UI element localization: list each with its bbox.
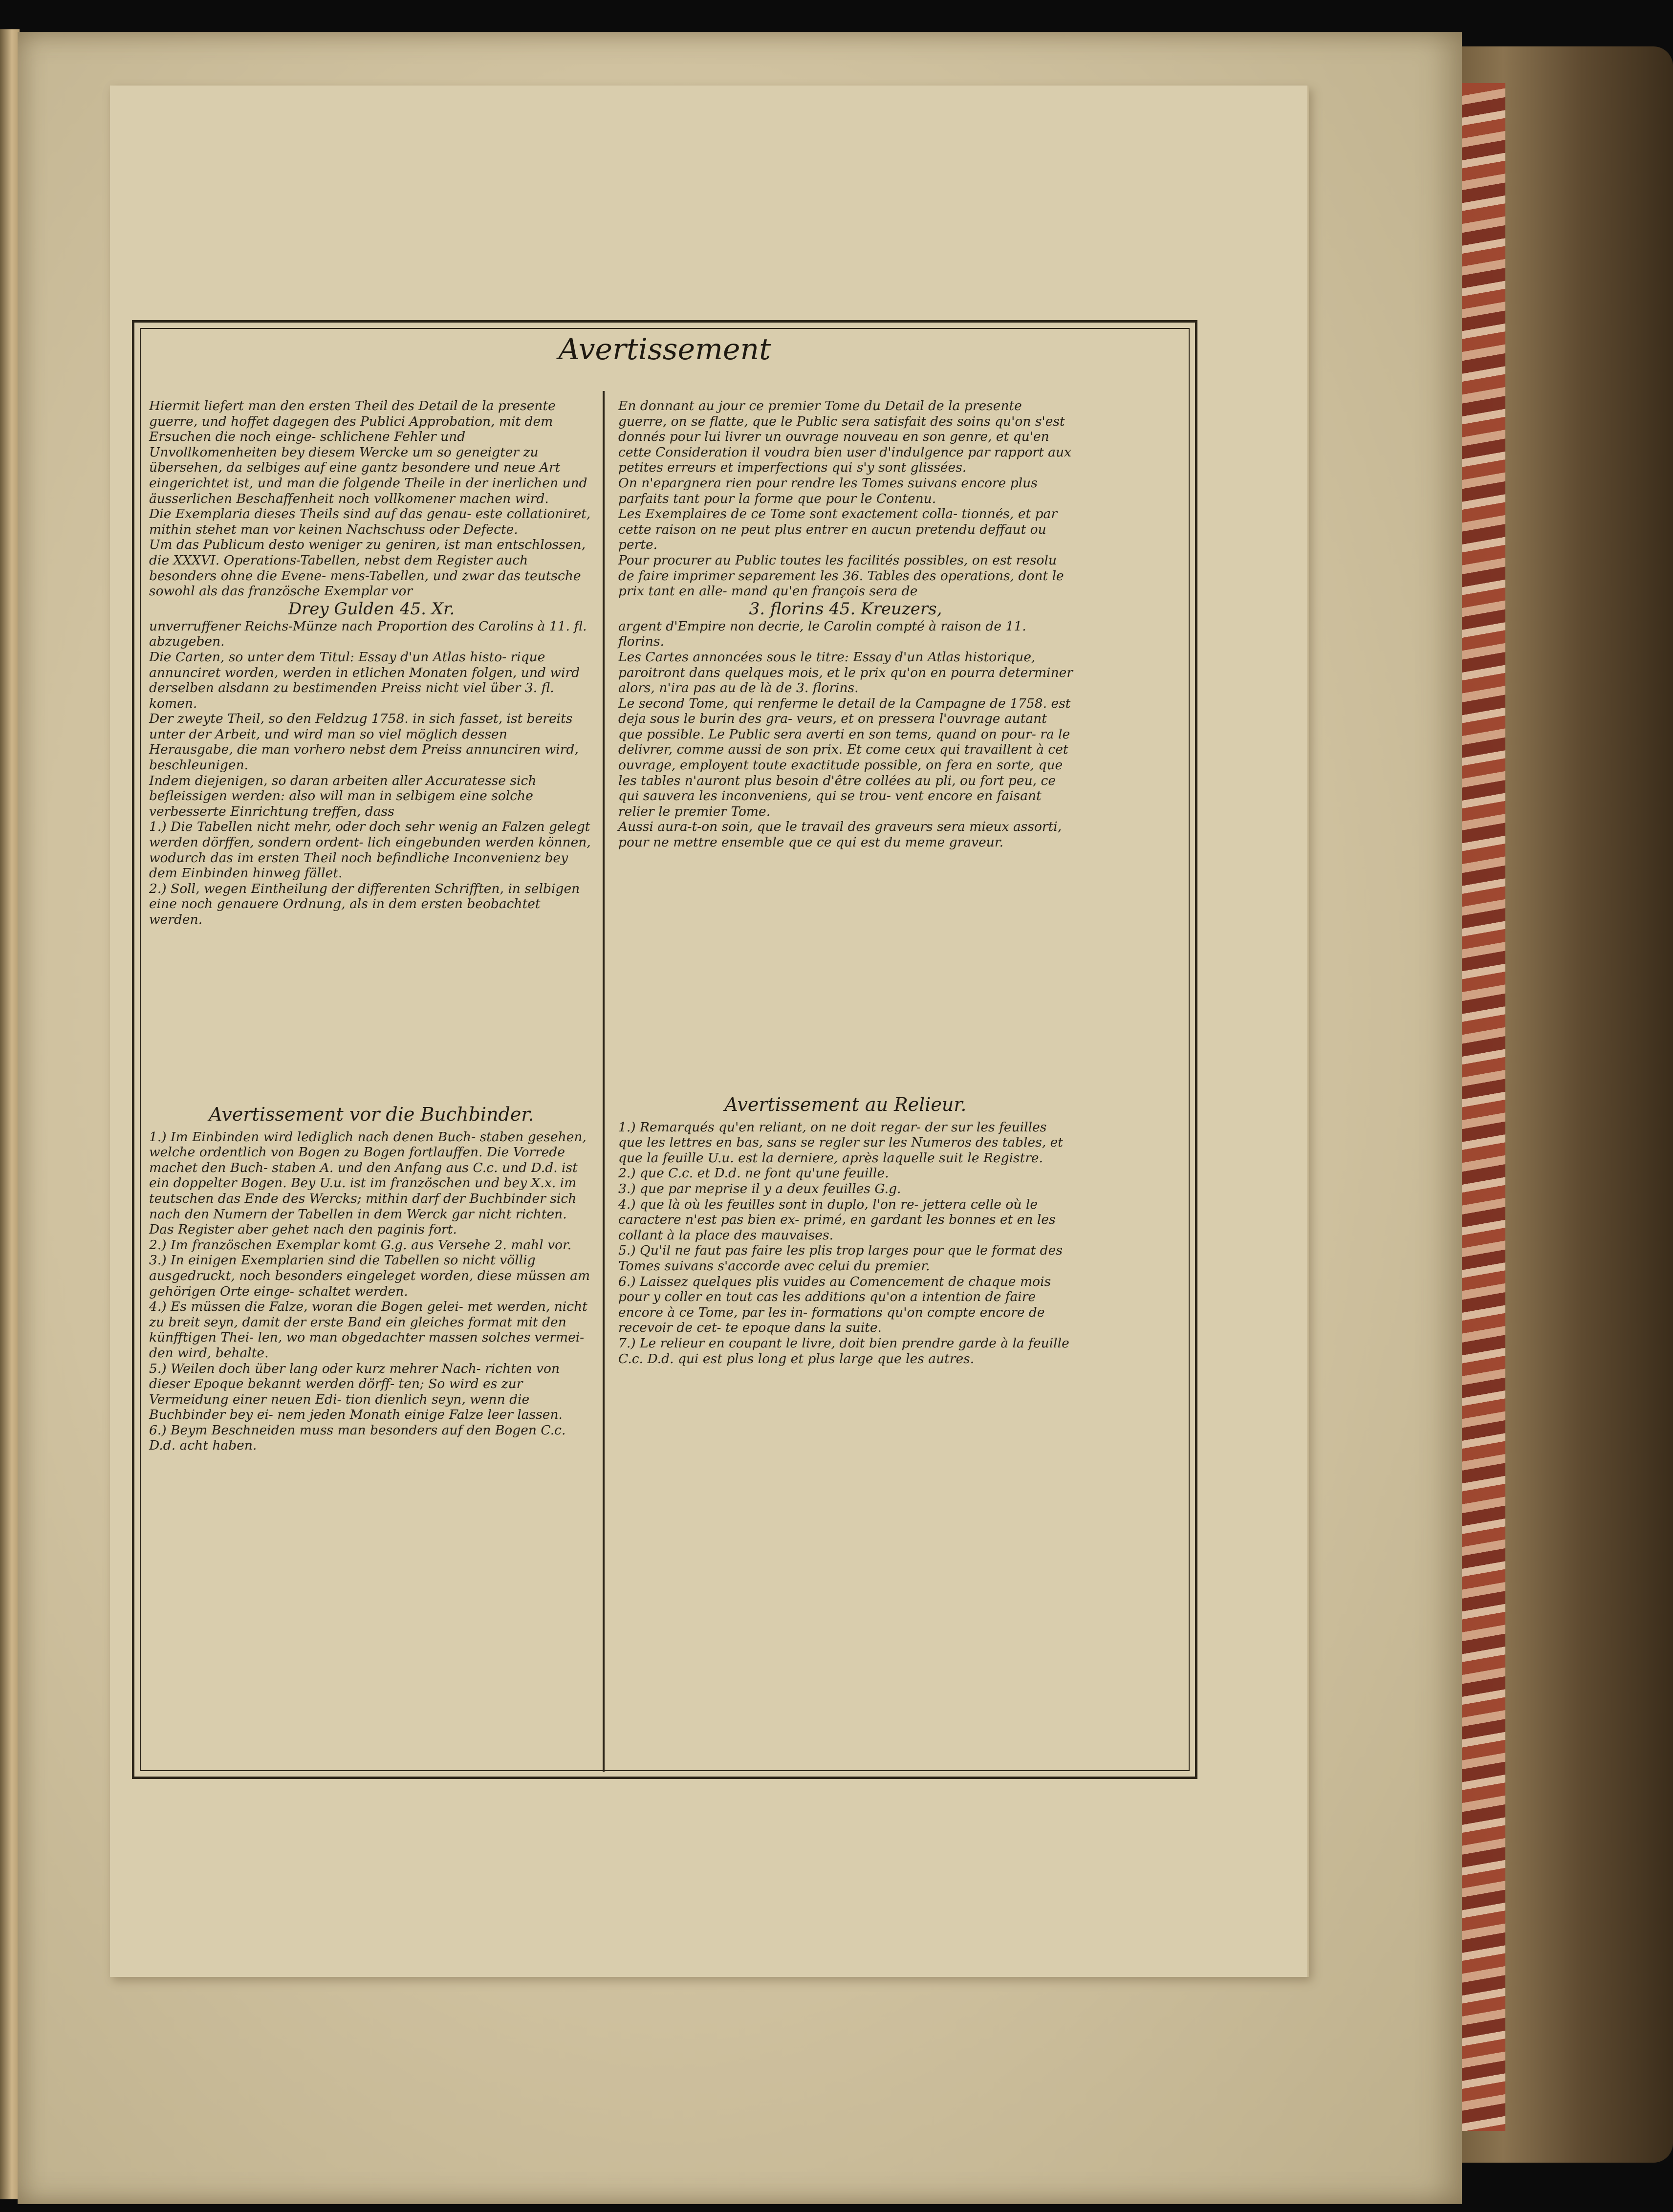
bookbinder-fr-item-5: 5.) Qu'il ne faut pas faire les plis trop larges pour que le format des Tomes suivans s'accorde avec celui du premier.: [618, 1243, 1063, 1274]
de-paragraph-8: Indem diejenigen, so daran arbeiten aller Accuratesse sich befleissigen werden: also will man in selbigem eine solche verbesserte Einrichtung treffen, dass: [149, 773, 537, 819]
de-paragraph-1: Hiermit liefert man den ersten Theil des Detail de la presente guerre, und hoffet dagegen des Publici Approbation, mit dem Ersuchen die noch einge- schlichene Fehler und Unvollkomenheiten bey diesem Wercke um so geneigter zu übersehen, da selbiges auf eine gantz besondere und neue Art eingerichtet ist, und man die folgende Theile in der inerlichen und äusserlichen Beschaffenheit noch vollkomener machen wird.: [149, 398, 587, 506]
bookbinder-de-item-2: 2.) Im französchen Exemplar komt G.g. aus Versehe 2. mahl vor.: [149, 1237, 572, 1253]
de-paragraph-10: 2.) Soll, wegen Eintheilung der differenten Schrifften, in selbigen eine noch genauere Ordnung, als in dem ersten beobachtet werden.: [149, 881, 580, 927]
de-paragraph-7: Der zweyte Theil, so den Feldzug 1758. in sich fasset, ist bereits unter der Arbeit, und wird man so viel möglich dessen Herausgabe, die man vorhero nebst dem Preiss annunciren wird, beschleunigen.: [149, 711, 579, 773]
bookbinder-fr-item-7: 7.) Le relieur en coupant le livre, doit bien prendre garde à la feuille C.c. D.d. qui est plus long et plus large que les autres.: [618, 1335, 1069, 1366]
bookbinder-de-item-4: 4.) Es müssen die Falze, woran die Bogen gelei- met werden, nicht zu breit seyn, damit der erste Band ein gleiches format mit den künfftigen Thei- len, wo man obgedachter massen solches vermei- den wird, behalte.: [149, 1299, 587, 1361]
bookbinder-de-item-1: 1.) Im Einbinden wird lediglich nach denen Buch- staben gesehen, welche ordentlich von Bogen zu Bogen fortlauffen. Die Vorrede machet den Buch- staben A. und den Anfang aus C.c. und D.d. ist ein doppelter Bogen. Bey U.u. ist im französchen und bey X.x. im teutschen das Ende des Wercks; mithin darf der Buchbinder sich nach den Numern der Tabellen in dem Werck gar nicht richten. Das Register aber gehet nach den paginis fort.: [149, 1129, 587, 1237]
fr-paragraph-2: On n'epargnera rien pour rendre les Tomes suivans encore plus parfaits tant pour la forme que pour le Contenu.: [618, 475, 1038, 506]
french-notice: [618, 398, 1073, 850]
page-title: Avertissement: [558, 332, 771, 367]
bookbinder-notice-fr: [618, 1094, 1073, 1366]
left-page-edge: [0, 29, 20, 2199]
bookbinder-de-item-5: 5.) Weilen doch über lang oder kurz mehrer Nach- richten von dieser Epoque bekannt werden dörff- ten; So wird es zur Vermeidung einer neuen Edi- tion dienlich seyn, wenn die Buchbinder bey ei- nem jeden Monath einige Falze leer lassen.: [149, 1361, 563, 1423]
german-notice: [149, 398, 594, 928]
de-paragraph-3: Um das Publicum desto weniger zu geniren, ist man entschlossen, die XXXVI. Operations-Tabellen, nebst dem Register auch besonders ohne die Evene- mens-Tabellen, und zwar das teutsche sowohl als das französche Exemplar vor: [149, 537, 586, 599]
bookbinder-fr-heading: Avertissement au Relieur.: [724, 1094, 967, 1115]
bookbinder-de-heading: Avertissement vor die Buchbinder.: [209, 1104, 534, 1125]
de-paragraph-5: unverruffener Reichs-Münze nach Proportion des Carolins à 11. fl. abzugeben.: [149, 618, 587, 650]
bookbinder-fr-item-3: 3.) que par meprise il y a deux feuilles G.g.: [618, 1181, 901, 1196]
bookbinder-fr-item-2: 2.) que C.c. et D.d. ne font qu'une feuille.: [618, 1166, 889, 1181]
bookbinder-fr-item-1: 1.) Remarqués qu'en reliant, on ne doit regar- der sur les feuilles que les lettres en bas, sans se regler sur les Numeros des tables, et que la feuille U.u. est la derniere, après laquelle suit le Registre.: [618, 1119, 1063, 1166]
fr-paragraph-8: Le second Tome, qui renferme le detail de la Campagne de 1758. est deja sous le burin des gra- veurs, et on pressera l'ouvrage autant que possible. Le Public sera averti en son tems, quand on pour- ra le delivrer, comme aussi de son prix. Et come ceux qui travaillent à cet ouvrage, employent toute exactitude possible, on fera en sorte, que les tables n'auront plus besoin d'être collées au pli, ou fort peu, ce qui sauvera les inconveniens, qui se trou- vent encore en faisant relier le premier Tome.: [618, 695, 1071, 819]
de-paragraph-6: Die Carten, so unter dem Titul: Essay d'un Atlas histo- rique annunciret worden, werden in etlichen Monaten folgen, und wird derselben alsdann zu bestimenden Preiss nicht viel über 3. fl. komen.: [149, 649, 580, 711]
bookbinder-de-item-3: 3.) In einigen Exemplarien sind die Tabellen so nicht völlig ausgedruckt, noch besonders eingeleget worden, diese müssen am gehörigen Orte einge- schaltet werden.: [149, 1253, 590, 1299]
bookbinder-fr-item-4: 4.) que là où les feuilles sont in duplo, l'on re- jettera celle où le caractere n'est pas bien ex- primé, en gardant les bonnes et en les collant à la place des mauvaises.: [618, 1196, 1056, 1243]
fr-price: 3. florins 45. Kreuzers,: [749, 599, 942, 619]
fr-paragraph-3: Les Exemplaires de ce Tome sont exactement colla- tionnés, et par cette raison on ne peut plus entrer en aucun pretendu deffaut ou perte.: [618, 506, 1058, 553]
bookbinder-notice-de: [149, 1104, 594, 1453]
fr-paragraph-7: Les Cartes annoncées sous le titre: Essay d'un Atlas historique, paroitront dans quelques mois, et le prix qu'on en pourra determiner alors, n'ira pas au de là de 3. florins.: [618, 649, 1073, 696]
fr-paragraph-9: Aussi aura-t-on soin, que le travail des graveurs sera mieux assorti, pour ne mettre ensemble que ce qui est du meme graveur.: [618, 819, 1062, 850]
bookbinder-de-item-6: 6.) Beym Beschneiden muss man besonders auf den Bogen C.c. D.d. acht haben.: [149, 1422, 566, 1453]
fr-paragraph-6: argent d'Empire non decrie, le Carolin compté à raison de 11. florins.: [618, 618, 1026, 650]
de-paragraph-9: 1.) Die Tabellen nicht mehr, oder doch sehr wenig an Falzen gelegt werden dörffen, sondern ordent- lich eingebunden werden können, wodurch das im ersten Theil noch befindliche Inconvenienz bey dem Einbinden hinweg fället.: [149, 819, 591, 881]
column-divider: [603, 391, 605, 1772]
fr-paragraph-1: En donnant au jour ce premier Tome du Detail de la presente guerre, on se flatte, que le Public sera satisfait des soins qu'on s'est donnés pour lui livrer un ouvrage nouveau en son genre, et qu'en cette Consideration il voudra bien user d'indulgence par rapport aux petites erreurs et imperfections qui s'y sont glissées.: [618, 398, 1071, 476]
fr-paragraph-4: Pour procurer au Public toutes les facilités possibles, on est resolu de faire imprimer separement les 36. Tables des operations, dont le prix tant en alle- mand qu'en françois sera de: [618, 552, 1064, 599]
de-paragraph-2: Die Exemplaria dieses Theils sind auf das genau- este collationiret, mithin stehet man vor keinen Nachschuss oder Defecte.: [149, 506, 591, 537]
de-price: Drey Gulden 45. Xr.: [288, 599, 455, 619]
bookbinder-fr-item-6: 6.) Laissez quelques plis vuides au Comencement de chaque mois pour y coller en tout cas les additions qu'on a intention de faire encore à ce Tome, par les in- formations qu'on compte encore de recevoir de cet- te epoque dans la suite.: [618, 1274, 1051, 1336]
marbled-edge: [1461, 83, 1505, 2131]
